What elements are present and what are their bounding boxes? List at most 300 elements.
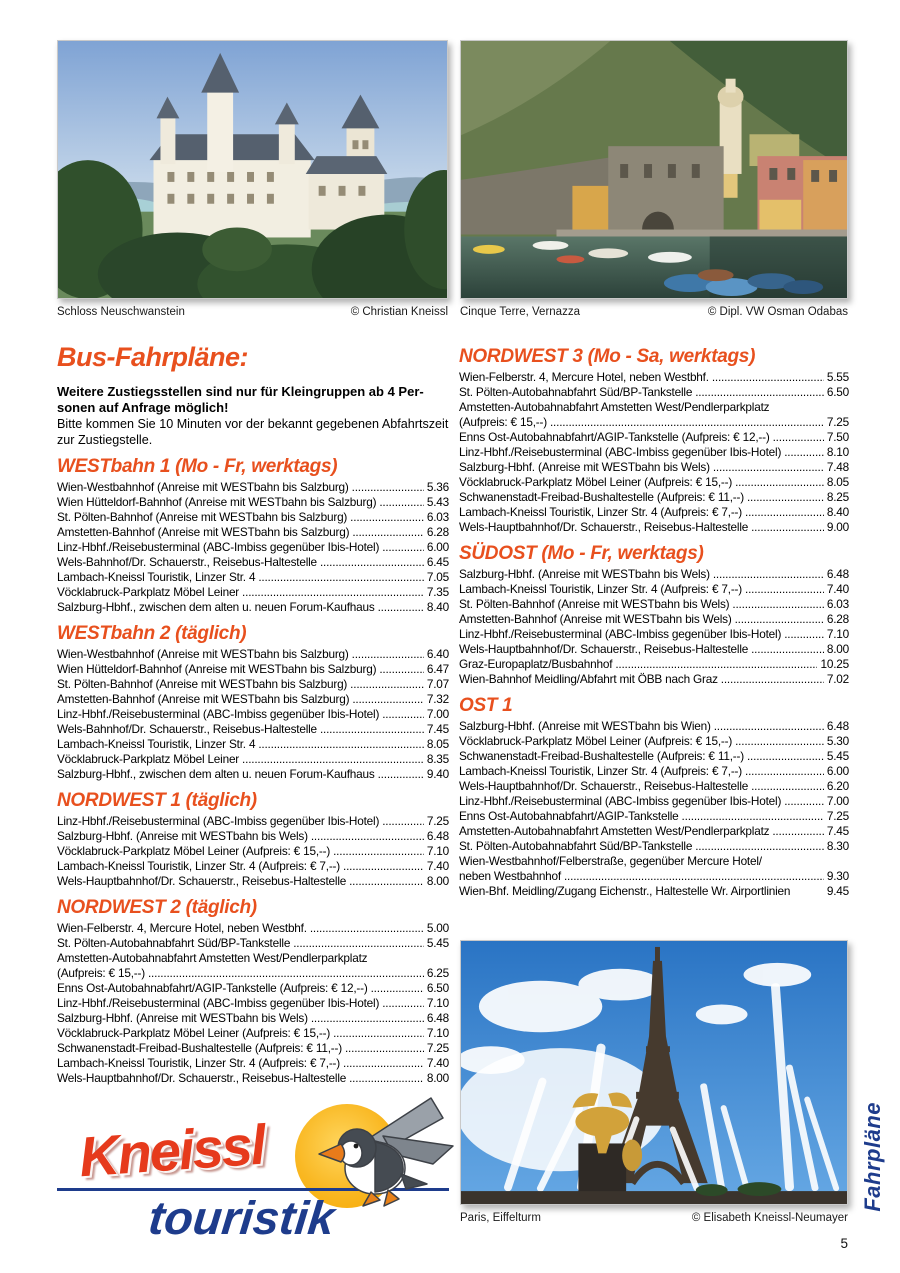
departure-time: 7.05: [426, 570, 449, 584]
stop-label: Wels-Hauptbahnhof/Dr. Schauerstr., Reisebus-Haltestelle: [459, 779, 749, 793]
departure-time: 7.10: [426, 1026, 449, 1040]
dot-leader: [784, 445, 824, 460]
departure-time: 6.48: [426, 1011, 449, 1025]
stop-label: Vöcklabruck-Parkplatz Möbel Leiner (Aufpreis: € 15,--): [57, 844, 331, 858]
timetable-section-westbahn2: [57, 623, 449, 782]
dot-leader: [732, 597, 823, 612]
dot-leader: [333, 844, 424, 859]
photo-cinque-terre-vernazza: [460, 40, 848, 299]
stop-label: Schwanenstadt-Freibad-Bushaltestelle (Aufpreis: € 11,--): [459, 749, 744, 763]
stop-label: St. Pölten-Bahnhof (Anreise mit WESTbahn bis Wels): [459, 597, 730, 611]
dot-leader: [343, 1056, 424, 1071]
stop-label: Lambach-Kneissl Touristik, Linzer Str. 4: [57, 570, 256, 584]
timetable-section-title: WESTbahn 1 (Mo - Fr, werktags): [57, 456, 338, 477]
timetable-row: [57, 737, 449, 752]
stop-label: Wels-Hauptbahnhof/Dr. Schauerstr., Reisebus-Haltestelle: [57, 874, 347, 888]
dot-leader: [258, 737, 424, 752]
intro-bold-note: [57, 384, 449, 416]
stop-label: Wien-Felberstr. 4, Mercure Hotel, neben Westbhf.: [459, 370, 709, 384]
dot-leader: [721, 672, 824, 687]
stop-label: Amstetten-Bahnhof (Anreise mit WESTbahn bis Salzburg): [57, 525, 350, 539]
photo-credit: © Dipl. VW Osman Odabas: [707, 306, 848, 318]
timetable-row: [459, 749, 849, 764]
departure-time: 6.50: [826, 385, 849, 399]
timetable-row: [57, 600, 449, 615]
departure-time: 8.30: [826, 839, 849, 853]
timetable-row: [459, 582, 849, 597]
departure-time: 8.35: [426, 752, 449, 766]
timetable-row: [459, 400, 849, 415]
timetable-row: [57, 951, 449, 966]
departure-time: 7.48: [826, 460, 849, 474]
timetable-row: [57, 525, 449, 540]
timetable-row: [57, 647, 449, 662]
timetable-section-title: WESTbahn 2 (täglich): [57, 623, 247, 644]
timetable-row: [57, 1071, 449, 1086]
departure-time: 6.25: [426, 966, 449, 980]
dot-leader: [695, 385, 824, 400]
stop-label: Vöcklabruck-Parkplatz Möbel Leiner (Aufpreis: € 15,--): [459, 475, 733, 489]
departure-time: 8.05: [426, 737, 449, 751]
stop-label: Enns Ost-Autobahnabfahrt/AGIP-Tankstelle (Aufpreis: € 12,--): [57, 981, 368, 995]
departure-time: 6.03: [426, 510, 449, 524]
harbor-illustration: [461, 41, 847, 298]
departure-time: 5.45: [426, 936, 449, 950]
stop-label: St. Pölten-Autobahnabfahrt Süd/BP-Tankstelle: [459, 839, 693, 853]
dot-leader: [345, 1041, 424, 1056]
stop-label: Wien-Westbahnhof/Felberstraße, gegenüber Mercure Hotel/: [459, 854, 762, 868]
stop-label: neben Westbahnhof: [459, 869, 561, 883]
stop-label: Enns Ost-Autobahnabfahrt/AGIP-Tankstelle: [459, 809, 679, 823]
departure-time: 5.30: [826, 734, 849, 748]
stop-label: Lambach-Kneissl Touristik, Linzer Str. 4 (Aufpreis: € 7,--): [459, 582, 743, 596]
dot-leader: [310, 921, 424, 936]
stop-label: Wien Hütteldorf-Bahnhof (Anreise mit WESTbahn bis Salzburg): [57, 495, 377, 509]
dot-leader: [615, 657, 817, 672]
timetable-row: [57, 981, 449, 996]
dot-leader: [773, 430, 824, 445]
timetable-section-westbahn1: [57, 456, 449, 615]
stop-label: Wien-Bahnhof Meidling/Abfahrt mit ÖBB nach Graz: [459, 672, 718, 686]
departure-time: 7.10: [426, 996, 449, 1010]
timetable-row: [459, 869, 849, 884]
timetable-row: [459, 719, 849, 734]
departure-time: 7.25: [826, 809, 849, 823]
intro-bold-line2: sonen auf Anfrage möglich!: [57, 400, 229, 415]
timetable-row: [459, 884, 849, 899]
photo-credit: © Christian Kneissl: [350, 306, 448, 318]
caption-top-right: [460, 306, 848, 318]
departure-time: 8.25: [826, 490, 849, 504]
timetable-row: [57, 814, 449, 829]
stop-label: Amstetten-Bahnhof (Anreise mit WESTbahn bis Salzburg): [57, 692, 350, 706]
timetable-row: [57, 722, 449, 737]
intro-note: [57, 416, 449, 448]
page-title: Bus-Fahrpläne:: [57, 342, 249, 372]
dot-leader: [735, 612, 824, 627]
timetable-row: [57, 859, 449, 874]
timetable-row: [459, 567, 849, 582]
stop-label: St. Pölten-Autobahnabfahrt Süd/BP-Tankstelle: [57, 936, 291, 950]
timetable-row: [459, 460, 849, 475]
timetable-row: [459, 612, 849, 627]
timetable-row: [57, 874, 449, 889]
timetable-row: [459, 597, 849, 612]
departure-time: 6.28: [826, 612, 849, 626]
timetable-row: [459, 794, 849, 809]
timetable-row: [57, 996, 449, 1011]
castle-illustration: [58, 41, 447, 298]
dot-leader: [745, 764, 824, 779]
stop-label: Schwanenstadt-Freibad-Bushaltestelle (Aufpreis: € 11,--): [459, 490, 744, 504]
timetable-row: [459, 854, 849, 869]
intro-bold-line1: Weitere Zustiegsstellen sind nur für Kleingruppen ab 4 Per-: [57, 384, 424, 399]
dot-leader: [371, 981, 424, 996]
stop-label: Lambach-Kneissl Touristik, Linzer Str. 4 (Aufpreis: € 7,--): [459, 505, 743, 519]
timetable-row: [57, 767, 449, 782]
stop-label: Vöcklabruck-Parkplatz Möbel Leiner (Aufpreis: € 15,--): [459, 734, 733, 748]
dot-leader: [242, 585, 424, 600]
timetable-row: [459, 445, 849, 460]
dot-leader: [320, 722, 424, 737]
logo-word-touristik: touristik: [146, 1191, 338, 1244]
timetable-row: [57, 495, 449, 510]
dot-leader: [747, 749, 824, 764]
dot-leader: [311, 829, 424, 844]
dot-leader: [379, 495, 424, 510]
dot-leader: [349, 1071, 424, 1086]
dot-leader: [148, 966, 424, 981]
stop-label: Wien-Westbahnhof (Anreise mit WESTbahn bis Salzburg): [57, 480, 349, 494]
stop-label: Wien-Westbahnhof (Anreise mit WESTbahn bis Salzburg): [57, 647, 349, 661]
departure-time: 9.00: [826, 520, 849, 534]
timetable-row: [57, 936, 449, 951]
stop-label: Salzburg-Hbhf. (Anreise mit WESTbahn bis Wels): [459, 460, 710, 474]
dot-leader: [352, 692, 424, 707]
departure-time: 6.03: [826, 597, 849, 611]
stop-label: (Aufpreis: € 15,--): [57, 966, 145, 980]
timetable-section-title: OST 1: [459, 695, 513, 716]
timetable-row: [57, 752, 449, 767]
stop-label: Linz-Hbhf./Reisebusterminal (ABC-Imbiss gegenüber Ibis-Hotel): [57, 707, 380, 721]
departure-time: 7.25: [426, 1041, 449, 1055]
departure-time: 5.55: [826, 370, 849, 384]
departure-time: 6.28: [426, 525, 449, 539]
dot-leader: [379, 662, 424, 677]
departure-time: 8.40: [426, 600, 449, 614]
stop-label: Graz-Europaplatz/Busbahnhof: [459, 657, 613, 671]
timetable-section-nordwest3: [459, 346, 849, 535]
dot-leader: [352, 525, 424, 540]
timetable-row: [57, 510, 449, 525]
caption-top-left: [57, 306, 448, 318]
timetable-section-title: NORDWEST 2 (täglich): [57, 897, 257, 918]
departure-time: 5.43: [426, 495, 449, 509]
departure-time: 7.25: [426, 814, 449, 828]
dot-leader: [712, 370, 824, 385]
timetable-row: [459, 672, 849, 687]
timetable-row: [57, 692, 449, 707]
departure-time: 6.20: [826, 779, 849, 793]
timetable-row: [459, 430, 849, 445]
stop-label: (Aufpreis: € 15,--): [459, 415, 547, 429]
dot-leader: [735, 475, 824, 490]
photo-paris-eiffelturm: [460, 940, 848, 1205]
dot-leader: [382, 814, 424, 829]
dot-leader: [382, 707, 424, 722]
stop-label: Salzburg-Hbhf., zwischen dem alten u. neuen Forum-Kaufhaus: [57, 600, 375, 614]
departure-time: 7.02: [826, 672, 849, 686]
dot-leader: [320, 555, 424, 570]
timetable-row: [57, 921, 449, 936]
timetable-row: [459, 370, 849, 385]
dot-leader: [333, 1026, 424, 1041]
departure-time: 6.48: [426, 829, 449, 843]
timetable-row: [57, 570, 449, 585]
dot-leader: [713, 460, 824, 475]
side-tab-label: Fahrpläne: [860, 1102, 885, 1212]
dot-leader: [350, 677, 424, 692]
departure-time: 8.00: [426, 874, 449, 888]
dot-leader: [784, 627, 824, 642]
intro-note-line2: zur Zustiegstelle.: [57, 433, 153, 447]
column-left-sections: [57, 456, 449, 1086]
departure-time: 6.00: [426, 540, 449, 554]
departure-time: 7.00: [826, 794, 849, 808]
kneissl-touristik-logo: [57, 1100, 449, 1244]
puffin-mascot-icon: [313, 1094, 455, 1212]
side-tab-fahrplaene: [850, 1082, 896, 1232]
stop-label: Lambach-Kneissl Touristik, Linzer Str. 4: [57, 737, 256, 751]
timetable-row: [57, 1011, 449, 1026]
dot-leader: [242, 752, 424, 767]
stop-label: Lambach-Kneissl Touristik, Linzer Str. 4 (Aufpreis: € 7,--): [57, 859, 341, 873]
timetable-section-title: NORDWEST 3 (Mo - Sa, werktags): [459, 346, 756, 367]
stop-label: Wels-Bahnhof/Dr. Schauerstr., Reisebus-Haltestelle: [57, 722, 317, 736]
dot-leader: [378, 767, 424, 782]
dot-leader: [784, 794, 824, 809]
departure-time: 9.30: [826, 869, 849, 883]
departure-time: 8.00: [826, 642, 849, 656]
departure-time: 5.45: [826, 749, 849, 763]
timetable-row: [57, 1026, 449, 1041]
departure-time: 7.00: [426, 707, 449, 721]
timetable-row: [57, 662, 449, 677]
timetable-row: [459, 734, 849, 749]
dot-leader: [772, 824, 823, 839]
departure-time: 7.40: [426, 1056, 449, 1070]
dot-leader: [352, 647, 424, 662]
timetable-row: [57, 585, 449, 600]
timetable-section-suedost: [459, 543, 849, 687]
stop-label: Linz-Hbhf./Reisebusterminal (ABC-Imbiss gegenüber Ibis-Hotel): [57, 996, 380, 1010]
timetable-section-title: NORDWEST 1 (täglich): [57, 790, 257, 811]
departure-time: 7.50: [826, 430, 849, 444]
departure-time: 7.25: [826, 415, 849, 429]
departure-time: 7.40: [426, 859, 449, 873]
timetable-row: [57, 480, 449, 495]
timetable-row: [57, 540, 449, 555]
stop-label: Wels-Hauptbahnhof/Dr. Schauerstr., Reisebus-Haltestelle: [57, 1071, 347, 1085]
departure-time: 7.45: [426, 722, 449, 736]
stop-label: Linz-Hbhf./Reisebusterminal (ABC-Imbiss gegenüber Ibis-Hotel): [57, 814, 380, 828]
dot-leader: [695, 839, 824, 854]
timetable-row: [57, 555, 449, 570]
stop-label: St. Pölten-Autobahnabfahrt Süd/BP-Tankstelle: [459, 385, 693, 399]
logo-word-kneissl: Kneissl: [77, 1112, 267, 1189]
dot-leader: [745, 505, 824, 520]
dot-leader: [382, 996, 424, 1011]
departure-time: 6.40: [426, 647, 449, 661]
stop-label: Lambach-Kneissl Touristik, Linzer Str. 4 (Aufpreis: € 7,--): [459, 764, 743, 778]
departure-time: 7.07: [426, 677, 449, 691]
stop-label: Wels-Hauptbahnhof/Dr. Schauerstr., Reisebus-Haltestelle: [459, 642, 749, 656]
stop-label: Salzburg-Hbhf. (Anreise mit WESTbahn bis Wels): [459, 567, 710, 581]
stop-label: St. Pölten-Bahnhof (Anreise mit WESTbahn bis Salzburg): [57, 510, 348, 524]
dot-leader: [352, 480, 424, 495]
stop-label: St. Pölten-Bahnhof (Anreise mit WESTbahn bis Salzburg): [57, 677, 348, 691]
timetable-row: [459, 520, 849, 535]
dot-leader: [714, 719, 824, 734]
timetable-row: [459, 824, 849, 839]
timetable-row: [57, 677, 449, 692]
photo-credit: © Elisabeth Kneissl-Neumayer: [691, 1212, 848, 1224]
timetable-section-ost1: [459, 695, 849, 899]
timetable-row: [57, 1056, 449, 1071]
timetable-row: [57, 844, 449, 859]
timetable-section-nordwest1: [57, 790, 449, 889]
stop-label: Vöcklabruck-Parkplatz Möbel Leiner: [57, 585, 240, 599]
departure-time: 8.40: [826, 505, 849, 519]
departure-time: 7.35: [426, 585, 449, 599]
timetable-row: [459, 475, 849, 490]
intro-note-line1: Bitte kommen Sie 10 Minuten vor der bekannt gegebenen Abfahrtszeit: [57, 417, 449, 431]
departure-time: 7.10: [426, 844, 449, 858]
stop-label: Wien-Bhf. Meidling/Zugang Eichenstr., Haltestelle Wr. Airportlinien: [459, 884, 791, 898]
timetable-row: [459, 385, 849, 400]
photo-caption: Paris, Eiffelturm: [460, 1212, 541, 1224]
eiffel-illustration: [461, 941, 847, 1204]
timetable-section-nordwest2: [57, 897, 449, 1086]
departure-time: 6.48: [826, 719, 849, 733]
timetable-row: [57, 966, 449, 981]
stop-label: Salzburg-Hbhf. (Anreise mit WESTbahn bis Wels): [57, 1011, 308, 1025]
stop-label: Linz-Hbhf./Reisebusterminal (ABC-Imbiss gegenüber Ibis-Hotel): [57, 540, 380, 554]
stop-label: Vöcklabruck-Parkplatz Möbel Leiner (Aufpreis: € 15,--): [57, 1026, 331, 1040]
timetable-row: [459, 415, 849, 430]
stop-label: Wels-Hauptbahnhof/Dr. Schauerstr., Reisebus-Haltestelle: [459, 520, 749, 534]
timetable-row: [459, 642, 849, 657]
photo-schloss-neuschwanstein: [57, 40, 448, 299]
dot-leader: [751, 779, 824, 794]
timetable-row: [57, 707, 449, 722]
stop-label: Wien-Felberstr. 4, Mercure Hotel, neben Westbhf.: [57, 921, 307, 935]
stop-label: Salzburg-Hbhf. (Anreise mit WESTbahn bis Wien): [459, 719, 711, 733]
departure-time: 8.10: [826, 445, 849, 459]
dot-leader: [311, 1011, 424, 1026]
stop-label: Linz-Hbhf./Reisebusterminal (ABC-Imbiss gegenüber Ibis-Hotel): [459, 794, 782, 808]
dot-leader: [349, 874, 424, 889]
dot-leader: [378, 600, 424, 615]
timetable-row: [459, 490, 849, 505]
departure-time: 7.40: [826, 582, 849, 596]
timetable-row: [459, 764, 849, 779]
dot-leader: [293, 936, 424, 951]
page-number: 5: [840, 1236, 848, 1251]
departure-time: 8.00: [426, 1071, 449, 1085]
departure-time: 9.40: [426, 767, 449, 781]
departure-time: 6.45: [426, 555, 449, 569]
timetable-row: [459, 657, 849, 672]
timetable-row: [459, 627, 849, 642]
stop-label: Salzburg-Hbhf., zwischen dem alten u. neuen Forum-Kaufhaus: [57, 767, 375, 781]
stop-label: Amstetten-Bahnhof (Anreise mit WESTbahn bis Wels): [459, 612, 732, 626]
timetable-row: [459, 779, 849, 794]
dot-leader: [258, 570, 424, 585]
stop-label: Salzburg-Hbhf. (Anreise mit WESTbahn bis Wels): [57, 829, 308, 843]
departure-time: 10.25: [820, 657, 849, 671]
dot-leader: [343, 859, 424, 874]
timetable-row: [459, 839, 849, 854]
stop-label: Amstetten-Autobahnabfahrt Amstetten West/Pendlerparkplatz: [459, 400, 770, 414]
timetable-section-title: SÜDOST (Mo - Fr, werktags): [459, 543, 704, 564]
stop-label: Schwanenstadt-Freibad-Bushaltestelle (Aufpreis: € 11,--): [57, 1041, 342, 1055]
dot-leader: [713, 567, 824, 582]
timetable-row: [459, 505, 849, 520]
column-right: [459, 338, 849, 899]
departure-time: 6.00: [826, 764, 849, 778]
departure-time: 9.45: [826, 884, 849, 898]
departure-time: 6.48: [826, 567, 849, 581]
departure-time: 7.10: [826, 627, 849, 641]
stop-label: Amstetten-Autobahnabfahrt Amstetten West/Pendlerparkplatz: [459, 824, 770, 838]
caption-bottom-right: [460, 1212, 848, 1224]
stop-label: Vöcklabruck-Parkplatz Möbel Leiner: [57, 752, 240, 766]
stop-label: Linz-Hbhf./Reisebusterminal (ABC-Imbiss gegenüber Ibis-Hotel): [459, 445, 782, 459]
dot-leader: [751, 520, 824, 535]
dot-leader: [550, 415, 824, 430]
column-right-sections: [459, 346, 849, 899]
departure-time: 6.50: [426, 981, 449, 995]
dot-leader: [682, 809, 824, 824]
departure-time: 6.47: [426, 662, 449, 676]
photo-caption: Schloss Neuschwanstein: [57, 306, 185, 318]
column-left: [57, 338, 449, 1086]
timetable-row: [57, 1041, 449, 1056]
dot-leader: [745, 582, 824, 597]
dot-leader: [747, 490, 824, 505]
stop-label: Lambach-Kneissl Touristik, Linzer Str. 4 (Aufpreis: € 7,--): [57, 1056, 341, 1070]
stop-label: Enns Ost-Autobahnabfahrt/AGIP-Tankstelle (Aufpreis: € 12,--): [459, 430, 770, 444]
timetable-row: [459, 809, 849, 824]
dot-leader: [735, 734, 824, 749]
stop-label: Wien Hütteldorf-Bahnhof (Anreise mit WESTbahn bis Salzburg): [57, 662, 377, 676]
departure-time: 5.36: [426, 480, 449, 494]
timetable-row: [57, 829, 449, 844]
photo-caption: Cinque Terre, Vernazza: [460, 306, 580, 318]
departure-time: 7.45: [826, 824, 849, 838]
departure-time: 5.00: [426, 921, 449, 935]
dot-leader: [564, 869, 824, 884]
dot-leader: [751, 642, 824, 657]
stop-label: Wels-Bahnhof/Dr. Schauerstr., Reisebus-Haltestelle: [57, 555, 317, 569]
departure-time: 7.32: [426, 692, 449, 706]
stop-label: Linz-Hbhf./Reisebusterminal (ABC-Imbiss gegenüber Ibis-Hotel): [459, 627, 782, 641]
stop-label: Amstetten-Autobahnabfahrt Amstetten West/Pendlerparkplatz: [57, 951, 368, 965]
dot-leader: [382, 540, 424, 555]
dot-leader: [350, 510, 424, 525]
departure-time: 8.05: [826, 475, 849, 489]
